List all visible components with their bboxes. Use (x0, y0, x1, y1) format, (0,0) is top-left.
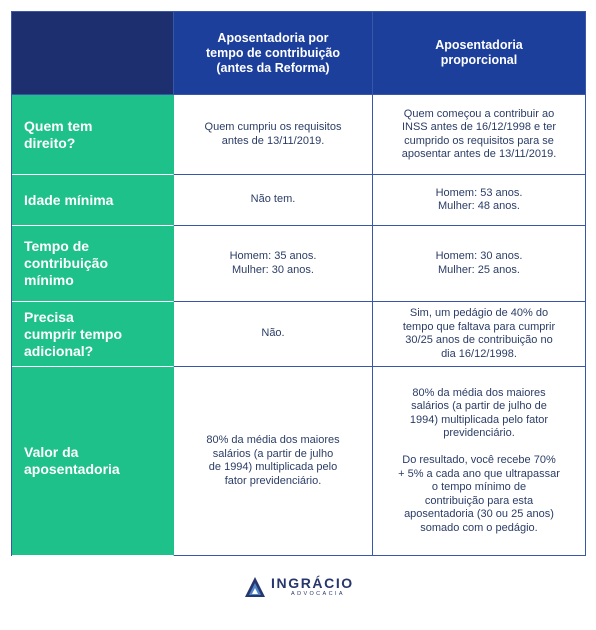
table-cell: Quem começou a contribuir ao INSS antes de 16/12/1998 e ter cumprido os requisitos para se aposentar antes de 13/11/2019. (373, 95, 586, 175)
row-header-valor-aposentadoria: Valor da aposentadoria (12, 367, 174, 556)
table-cell: Homem: 30 anos. Mulher: 25 anos. (373, 226, 586, 302)
ingracio-logo (244, 570, 354, 604)
triangle-logo-icon (244, 576, 266, 598)
table-cell: Sim, um pedágio de 40% do tempo que faltava para cumprir 30/25 anos de contribuição no dia 16/12/1998. (373, 302, 586, 367)
logo-name: INGRÁCIO (271, 575, 354, 591)
logo-subtitle: ADVOCACIA (291, 591, 345, 597)
column-header-tempo-contribuicao: Aposentadoria por tempo de contribuição (antes da Reforma) (174, 12, 373, 95)
table-cell: Não. (174, 302, 373, 367)
table-cell: Homem: 35 anos. Mulher: 30 anos. (174, 226, 373, 302)
table-cell: Quem cumpriu os requisitos antes de 13/11/2019. (174, 95, 373, 175)
row-header-tempo-contribuicao-minimo: Tempo de contribuição mínimo (12, 226, 174, 302)
row-header-tempo-adicional: Precisa cumprir tempo adicional? (12, 302, 174, 367)
row-header-quem-tem-direito: Quem tem direito? (12, 95, 174, 175)
table-corner-cell (12, 12, 174, 95)
column-header-proporcional: Aposentadoria proporcional (373, 12, 586, 95)
row-header-idade-minima: Idade mínima (12, 175, 174, 226)
table-cell: 80% da média dos maiores salários (a partir de julho de 1994) multiplicada pelo fator previdenciário. (174, 367, 373, 556)
comparison-table (11, 11, 586, 556)
table-cell: Homem: 53 anos. Mulher: 48 anos. (373, 175, 586, 226)
table-cell: Não tem. (174, 175, 373, 226)
table-cell: 80% da média dos maiores salários (a partir de julho de 1994) multiplicada pelo fator previdenciário. Do resultado, você recebe 70% + 5% a cada ano que ultrapassar o tempo mínimo de contribuição para esta aposentadoria (30 ou 25 anos) somado com o pedágio. (373, 367, 586, 556)
